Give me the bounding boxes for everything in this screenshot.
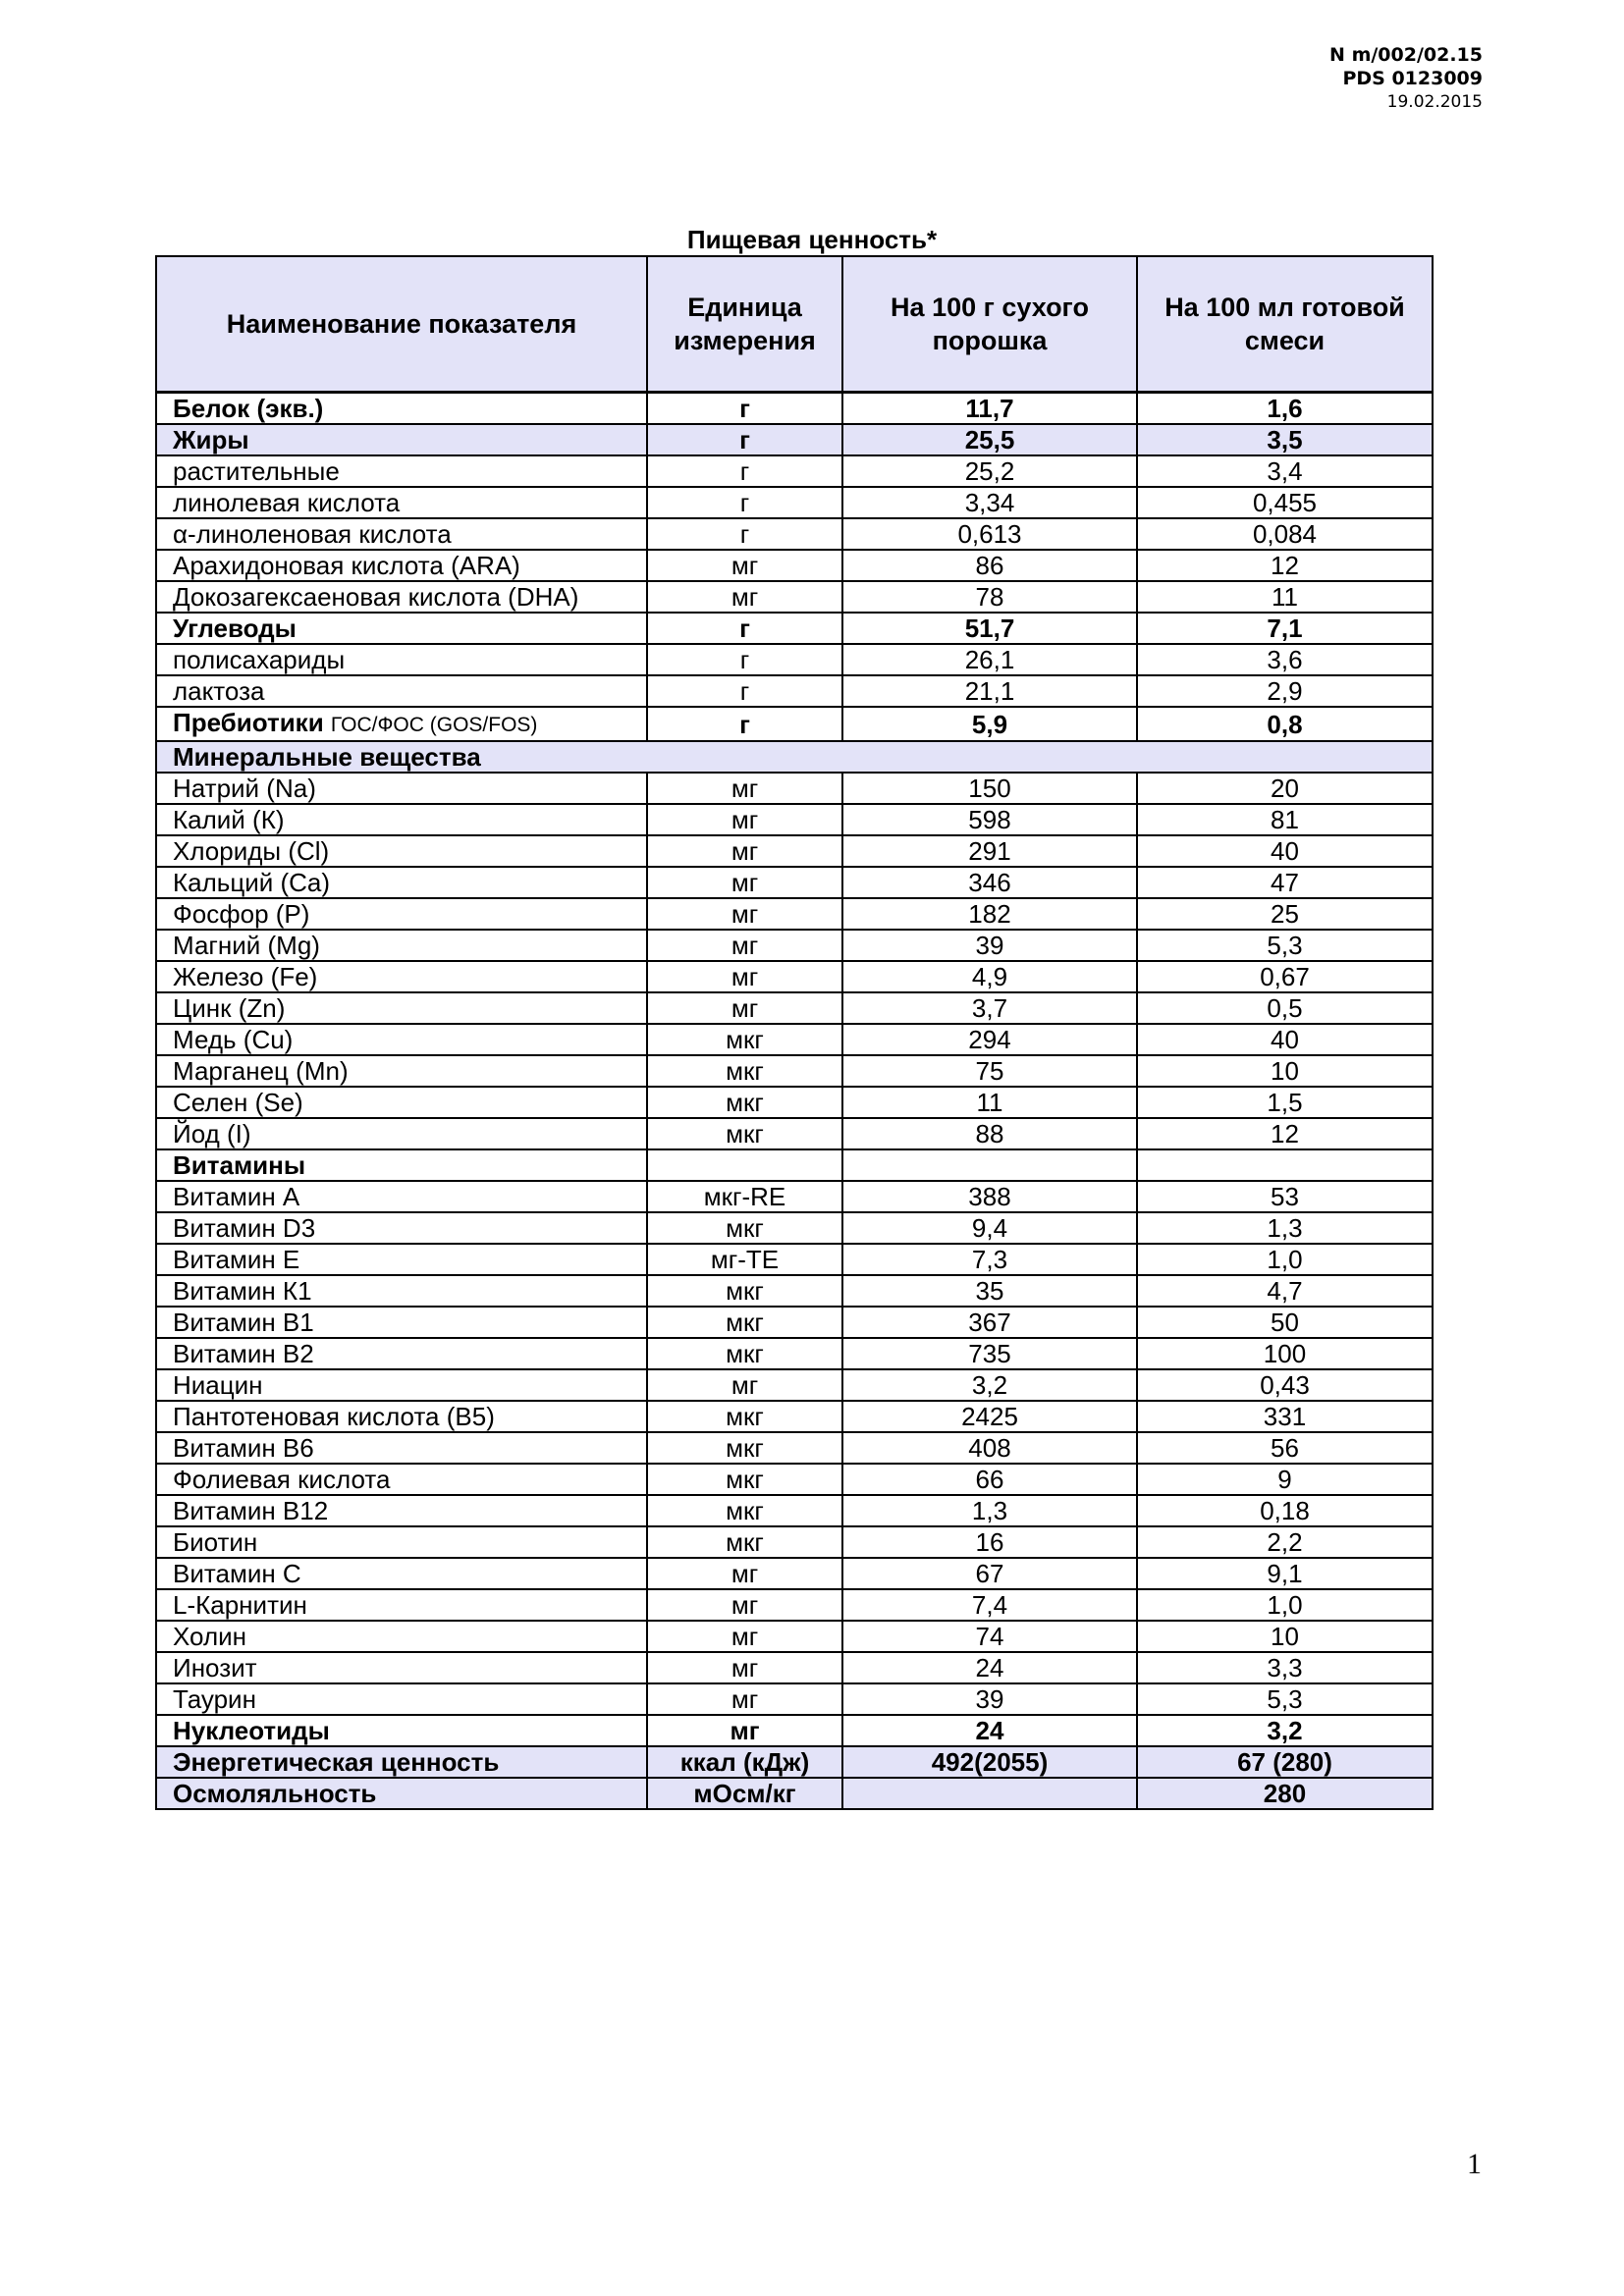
document-number: N m/002/02.15 <box>1329 44 1483 66</box>
nutrient-name: Йод (I) <box>156 1118 647 1149</box>
table-row <box>156 773 1433 804</box>
per-100g-dry-cell: 346 <box>842 867 1137 898</box>
table-row <box>156 518 1433 550</box>
nutrient-name: полисахариды <box>156 644 647 675</box>
nutrient-name: Кальций (Ca) <box>156 867 647 898</box>
per-100g-dry-cell: 182 <box>842 898 1137 930</box>
table-row <box>156 707 1433 741</box>
document-header <box>1329 43 1483 114</box>
table-row <box>156 1746 1433 1778</box>
nutrient-name: Натрий (Na) <box>156 773 647 804</box>
table-row <box>156 930 1433 961</box>
per-100g-dry-cell: 66 <box>842 1464 1137 1495</box>
per-100g-dry-cell: 598 <box>842 804 1137 835</box>
per-100g-dry-cell: 0,613 <box>842 518 1137 550</box>
per-100g-dry-cell: 25,2 <box>842 455 1137 487</box>
per-100g-dry-cell: 2425 <box>842 1401 1137 1432</box>
unit-cell: мг <box>647 992 842 1024</box>
nutrient-name: Биотин <box>156 1526 647 1558</box>
per-100ml-ready-cell: 0,5 <box>1137 992 1433 1024</box>
nutrient-name: Витамин В1 <box>156 1307 647 1338</box>
per-100ml-ready-cell: 2,2 <box>1137 1526 1433 1558</box>
per-100g-dry-cell: 408 <box>842 1432 1137 1464</box>
nutrient-name: Осмоляльность <box>156 1778 647 1809</box>
table-row <box>156 1055 1433 1087</box>
unit-cell: ккал (кДж) <box>647 1746 842 1778</box>
per-100g-dry-cell <box>842 1149 1137 1181</box>
unit-cell: г <box>647 487 842 518</box>
per-100g-dry-cell: 291 <box>842 835 1137 867</box>
unit-cell: мг <box>647 930 842 961</box>
per-100ml-ready-cell: 20 <box>1137 773 1433 804</box>
unit-cell: мг <box>647 1715 842 1746</box>
per-100ml-ready-cell: 1,0 <box>1137 1589 1433 1621</box>
nutrient-name: Витамин С <box>156 1558 647 1589</box>
unit-cell: мкг <box>647 1338 842 1369</box>
table-section-row <box>156 741 1433 773</box>
pds-number: PDS 0123009 <box>1342 68 1483 89</box>
table-row <box>156 1087 1433 1118</box>
per-100ml-ready-cell: 0,43 <box>1137 1369 1433 1401</box>
per-100g-dry-cell: 735 <box>842 1338 1137 1369</box>
per-100g-dry-cell: 74 <box>842 1621 1137 1652</box>
table-row <box>156 1369 1433 1401</box>
per-100g-dry-cell: 4,9 <box>842 961 1137 992</box>
table-header-row <box>156 256 1433 393</box>
unit-cell: мкг <box>647 1464 842 1495</box>
table-row <box>156 1244 1433 1275</box>
per-100ml-ready-cell: 53 <box>1137 1181 1433 1212</box>
nutrient-name: Витамин К1 <box>156 1275 647 1307</box>
table-row <box>156 424 1433 455</box>
unit-cell: мг <box>647 835 842 867</box>
nutrient-name: Фосфор (P) <box>156 898 647 930</box>
nutrient-name: Железо (Fe) <box>156 961 647 992</box>
per-100g-dry-cell: 3,34 <box>842 487 1137 518</box>
section-label: Минеральные вещества <box>156 741 1433 773</box>
table-row <box>156 1275 1433 1307</box>
unit-cell: мкг <box>647 1118 842 1149</box>
unit-cell: мг <box>647 867 842 898</box>
per-100ml-ready-cell: 25 <box>1137 898 1433 930</box>
document-date: 19.02.2015 <box>1386 92 1483 112</box>
table-title: Пищевая ценность* <box>686 225 938 254</box>
nutrition-table <box>155 255 1434 1810</box>
per-100ml-ready-cell: 5,3 <box>1137 930 1433 961</box>
per-100ml-ready-cell: 0,18 <box>1137 1495 1433 1526</box>
per-100ml-ready-cell: 7,1 <box>1137 613 1433 644</box>
nutrient-name: Цинк (Zn) <box>156 992 647 1024</box>
nutrient-name: Марганец (Mn) <box>156 1055 647 1087</box>
unit-cell: г <box>647 393 842 425</box>
table-row <box>156 1338 1433 1369</box>
nutrient-name: Энергетическая ценность <box>156 1746 647 1778</box>
nutrient-name: Пантотеновая кислота (В5) <box>156 1401 647 1432</box>
unit-cell: г <box>647 613 842 644</box>
unit-cell: мг <box>647 1683 842 1715</box>
per-100ml-ready-cell: 100 <box>1137 1338 1433 1369</box>
unit-cell: мкг <box>647 1087 842 1118</box>
unit-cell: мг <box>647 1652 842 1683</box>
per-100ml-ready-cell: 1,0 <box>1137 1244 1433 1275</box>
per-100g-dry-cell: 1,3 <box>842 1495 1137 1526</box>
nutrient-name: Витамин D3 <box>156 1212 647 1244</box>
nutrient-name: Холин <box>156 1621 647 1652</box>
per-100ml-ready-cell: 40 <box>1137 835 1433 867</box>
table-row <box>156 644 1433 675</box>
unit-cell <box>647 1149 842 1181</box>
per-100g-dry-cell: 492(2055) <box>842 1746 1137 1778</box>
table-row <box>156 1401 1433 1432</box>
unit-cell: г <box>647 518 842 550</box>
per-100ml-ready-cell: 40 <box>1137 1024 1433 1055</box>
per-100g-dry-cell: 7,4 <box>842 1589 1137 1621</box>
per-100ml-ready-cell: 12 <box>1137 1118 1433 1149</box>
nutrient-name: Арахидоновая кислота (ARA) <box>156 550 647 581</box>
nutrient-name: Докозагексаеновая кислота (DHA) <box>156 581 647 613</box>
per-100ml-ready-cell: 3,4 <box>1137 455 1433 487</box>
table-row <box>156 992 1433 1024</box>
nutrient-name: Селен (Se) <box>156 1087 647 1118</box>
nutrient-name: Витамин В6 <box>156 1432 647 1464</box>
unit-cell: г <box>647 644 842 675</box>
per-100ml-ready-cell: 50 <box>1137 1307 1433 1338</box>
per-100g-dry-cell: 7,3 <box>842 1244 1137 1275</box>
unit-cell: мкг <box>647 1432 842 1464</box>
unit-cell: г <box>647 424 842 455</box>
per-100g-dry-cell: 388 <box>842 1181 1137 1212</box>
per-100g-dry-cell: 21,1 <box>842 675 1137 707</box>
per-100g-dry-cell: 39 <box>842 930 1137 961</box>
table-row <box>156 1464 1433 1495</box>
nutrient-name: растительные <box>156 455 647 487</box>
nutrient-name: Витамин В12 <box>156 1495 647 1526</box>
table-row <box>156 1778 1433 1809</box>
per-100g-dry-cell: 150 <box>842 773 1137 804</box>
nutrient-name: Витамины <box>156 1149 647 1181</box>
per-100ml-ready-cell: 5,3 <box>1137 1683 1433 1715</box>
per-100g-dry-cell: 39 <box>842 1683 1137 1715</box>
table-row <box>156 613 1433 644</box>
unit-cell: г <box>647 675 842 707</box>
table-row <box>156 1495 1433 1526</box>
unit-cell: мг <box>647 804 842 835</box>
table-row <box>156 455 1433 487</box>
unit-cell: г <box>647 707 842 741</box>
per-100ml-ready-cell: 3,2 <box>1137 1715 1433 1746</box>
table-row <box>156 1589 1433 1621</box>
per-100g-dry-cell: 75 <box>842 1055 1137 1087</box>
per-100g-dry-cell: 11 <box>842 1087 1137 1118</box>
per-100g-dry-cell: 294 <box>842 1024 1137 1055</box>
table-row <box>156 1683 1433 1715</box>
unit-cell: мкг <box>647 1495 842 1526</box>
nutrient-name: Магний (Mg) <box>156 930 647 961</box>
per-100g-dry-cell: 11,7 <box>842 393 1137 425</box>
per-100ml-ready-cell: 280 <box>1137 1778 1433 1809</box>
table-row <box>156 1652 1433 1683</box>
nutrient-name: Калий (К) <box>156 804 647 835</box>
unit-cell: мг <box>647 1558 842 1589</box>
table-row <box>156 487 1433 518</box>
per-100g-dry-cell: 86 <box>842 550 1137 581</box>
unit-cell: мкг <box>647 1526 842 1558</box>
column-header-unit: Единица измерения <box>647 256 842 393</box>
unit-cell: мг <box>647 961 842 992</box>
table-row <box>156 1526 1433 1558</box>
table-row <box>156 675 1433 707</box>
per-100ml-ready-cell: 12 <box>1137 550 1433 581</box>
per-100ml-ready-cell: 331 <box>1137 1401 1433 1432</box>
unit-cell: г <box>647 455 842 487</box>
nutrient-name: Витамин E <box>156 1244 647 1275</box>
table-body <box>156 393 1433 1810</box>
per-100ml-ready-cell: 3,5 <box>1137 424 1433 455</box>
per-100ml-ready-cell: 9 <box>1137 1464 1433 1495</box>
nutrient-name: Таурин <box>156 1683 647 1715</box>
per-100g-dry-cell: 24 <box>842 1715 1137 1746</box>
table-row <box>156 961 1433 992</box>
per-100ml-ready-cell: 67 (280) <box>1137 1746 1433 1778</box>
table-row <box>156 1181 1433 1212</box>
table-row <box>156 1118 1433 1149</box>
column-header-dry: На 100 г сухого порошка <box>842 256 1137 393</box>
nutrient-name: лактоза <box>156 675 647 707</box>
unit-cell: мкг <box>647 1307 842 1338</box>
nutrient-name: линолевая кислота <box>156 487 647 518</box>
nutrient-name: Витамин В2 <box>156 1338 647 1369</box>
unit-cell: мг <box>647 550 842 581</box>
column-header-ready: На 100 мл готовой смеси <box>1137 256 1433 393</box>
nutrient-name: L-Карнитин <box>156 1589 647 1621</box>
per-100ml-ready-cell: 3,6 <box>1137 644 1433 675</box>
nutrient-name: Фолиевая кислота <box>156 1464 647 1495</box>
per-100g-dry-cell: 9,4 <box>842 1212 1137 1244</box>
table-row <box>156 867 1433 898</box>
table-row <box>156 1212 1433 1244</box>
per-100ml-ready-cell: 0,8 <box>1137 707 1433 741</box>
table-row <box>156 1024 1433 1055</box>
per-100g-dry-cell: 88 <box>842 1118 1137 1149</box>
table-row <box>156 1715 1433 1746</box>
per-100ml-ready-cell: 3,3 <box>1137 1652 1433 1683</box>
per-100g-dry-cell: 26,1 <box>842 644 1137 675</box>
per-100ml-ready-cell: 0,084 <box>1137 518 1433 550</box>
per-100g-dry-cell: 51,7 <box>842 613 1137 644</box>
per-100g-dry-cell: 35 <box>842 1275 1137 1307</box>
table-row <box>156 1432 1433 1464</box>
table-row <box>156 835 1433 867</box>
unit-cell: мг <box>647 1621 842 1652</box>
nutrient-name: Хлориды (Cl) <box>156 835 647 867</box>
unit-cell: мкг <box>647 1275 842 1307</box>
table-row <box>156 804 1433 835</box>
unit-cell: мг-TE <box>647 1244 842 1275</box>
table-row <box>156 898 1433 930</box>
nutrient-name-main: Пребиотики <box>173 708 324 737</box>
per-100ml-ready-cell: 2,9 <box>1137 675 1433 707</box>
per-100ml-ready-cell: 10 <box>1137 1621 1433 1652</box>
per-100ml-ready-cell: 0,67 <box>1137 961 1433 992</box>
per-100ml-ready-cell: 9,1 <box>1137 1558 1433 1589</box>
nutrient-name: Инозит <box>156 1652 647 1683</box>
nutrient-name: Медь (Cu) <box>156 1024 647 1055</box>
per-100ml-ready-cell: 1,5 <box>1137 1087 1433 1118</box>
table-row <box>156 393 1433 425</box>
unit-cell: мкг <box>647 1055 842 1087</box>
per-100ml-ready-cell: 81 <box>1137 804 1433 835</box>
table-row <box>156 1307 1433 1338</box>
unit-cell: мОсм/кг <box>647 1778 842 1809</box>
per-100ml-ready-cell: 4,7 <box>1137 1275 1433 1307</box>
per-100g-dry-cell: 5,9 <box>842 707 1137 741</box>
page-number: 1 <box>1467 2148 1482 2180</box>
per-100ml-ready-cell: 56 <box>1137 1432 1433 1464</box>
table-row <box>156 581 1433 613</box>
per-100ml-ready-cell: 1,6 <box>1137 393 1433 425</box>
per-100ml-ready-cell: 11 <box>1137 581 1433 613</box>
per-100ml-ready-cell: 47 <box>1137 867 1433 898</box>
unit-cell: мг <box>647 773 842 804</box>
per-100g-dry-cell <box>842 1778 1137 1809</box>
unit-cell: мг <box>647 1589 842 1621</box>
per-100g-dry-cell: 16 <box>842 1526 1137 1558</box>
per-100ml-ready-cell: 10 <box>1137 1055 1433 1087</box>
nutrient-name: Витамин A <box>156 1181 647 1212</box>
nutrient-name: Ниацин <box>156 1369 647 1401</box>
nutrient-name: Жиры <box>156 424 647 455</box>
per-100g-dry-cell: 24 <box>842 1652 1137 1683</box>
per-100ml-ready-cell <box>1137 1149 1433 1181</box>
table-row <box>156 1621 1433 1652</box>
column-header-name: Наименование показателя <box>156 256 647 393</box>
unit-cell: мкг-RE <box>647 1181 842 1212</box>
unit-cell: мкг <box>647 1212 842 1244</box>
table-row <box>156 1149 1433 1181</box>
unit-cell: мг <box>647 898 842 930</box>
nutrient-name-suffix: ГОС/ФОС (GOS/FOS) <box>330 714 538 736</box>
nutrient-name: Углеводы <box>156 613 647 644</box>
per-100ml-ready-cell: 0,455 <box>1137 487 1433 518</box>
unit-cell: мкг <box>647 1024 842 1055</box>
per-100g-dry-cell: 3,2 <box>842 1369 1137 1401</box>
nutrient-name: Нуклеотиды <box>156 1715 647 1746</box>
per-100g-dry-cell: 25,5 <box>842 424 1137 455</box>
table-row <box>156 550 1433 581</box>
per-100g-dry-cell: 78 <box>842 581 1137 613</box>
per-100g-dry-cell: 67 <box>842 1558 1137 1589</box>
unit-cell: мкг <box>647 1401 842 1432</box>
unit-cell: мг <box>647 581 842 613</box>
nutrient-name: α-линоленовая кислота <box>156 518 647 550</box>
unit-cell: мг <box>647 1369 842 1401</box>
nutrient-name: Белок (экв.) <box>156 393 647 425</box>
per-100g-dry-cell: 3,7 <box>842 992 1137 1024</box>
table-row <box>156 1558 1433 1589</box>
nutrient-name <box>156 707 647 741</box>
per-100ml-ready-cell: 1,3 <box>1137 1212 1433 1244</box>
per-100g-dry-cell: 367 <box>842 1307 1137 1338</box>
